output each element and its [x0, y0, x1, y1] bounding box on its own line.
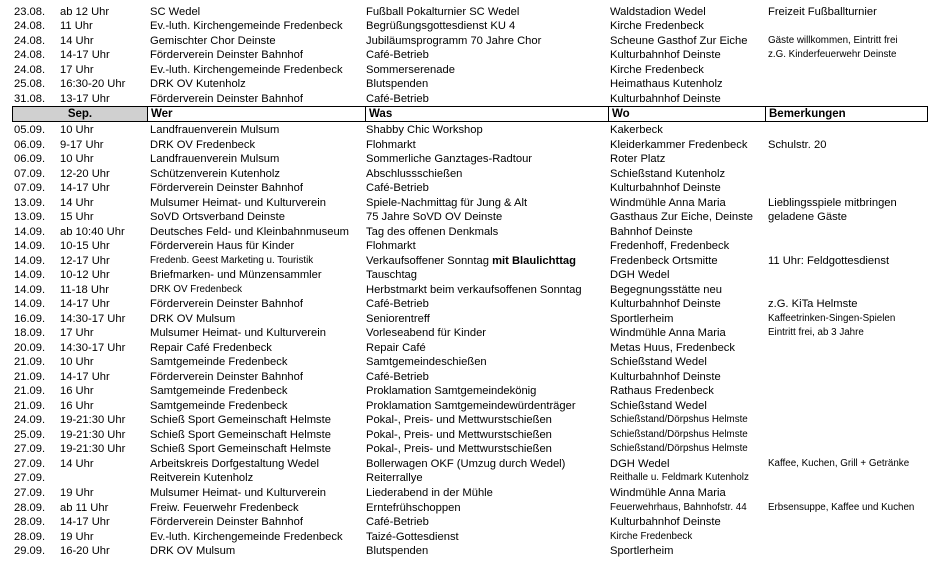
event-remarks: Gäste willkommen, Eintritt frei — [768, 34, 898, 46]
event-date: 27.09. — [14, 443, 46, 456]
event-title: Flohmarkt — [366, 138, 416, 151]
event-organizer: Schieß Sport Gemeinschaft Helmste — [150, 443, 331, 456]
table-row — [0, 210, 940, 225]
event-remarks: Lieblingsspiele mitbringen — [768, 196, 897, 209]
event-location: Begegnungsstätte neu — [610, 283, 722, 296]
event-time: 14-17 Uhr — [60, 49, 110, 62]
event-date: 14.09. — [14, 283, 46, 296]
table-row — [0, 225, 940, 240]
event-date: 27.09. — [14, 457, 46, 470]
event-date: 13.09. — [14, 196, 46, 209]
event-organizer: SC Wedel — [150, 6, 201, 18]
event-location: Sportlerheim — [610, 545, 674, 558]
event-date: 27.09. — [14, 487, 46, 499]
event-organizer: DRK OV Fredenbeck — [150, 138, 256, 151]
table-row — [0, 254, 940, 269]
event-organizer: Schützenverein Kutenholz — [150, 167, 280, 180]
event-time: 10 Uhr — [60, 356, 94, 369]
event-title: Tag des offenen Denkmals — [366, 225, 499, 238]
table-row — [0, 34, 940, 49]
event-remarks: Eintritt frei, ab 3 Jahre — [768, 327, 864, 339]
event-organizer: Repair Café Fredenbeck — [150, 341, 272, 354]
event-organizer: Mulsumer Heimat- und Kulturverein — [150, 196, 326, 209]
table-row — [0, 341, 940, 356]
event-time: 11 Uhr — [60, 20, 93, 33]
table-row — [0, 312, 940, 327]
event-time: 16:30-20 Uhr — [60, 78, 126, 91]
table-row — [0, 167, 940, 182]
event-title: Pokal-, Preis- und Mettwurstschießen — [366, 443, 552, 456]
event-location: Windmühle Anna Maria — [610, 327, 726, 340]
event-time: ab 11 Uhr — [60, 501, 109, 514]
table-row — [0, 544, 940, 559]
event-title: Shabby Chic Workshop — [366, 124, 483, 136]
event-time: 19-21:30 Uhr — [60, 443, 126, 456]
event-date: 24.08. — [14, 34, 46, 47]
event-time: ab 12 Uhr — [60, 6, 110, 18]
event-organizer: DRK OV Kutenholz — [150, 78, 246, 91]
header-month: Sep. — [13, 107, 148, 121]
event-organizer: Schieß Sport Gemeinschaft Helmste — [150, 428, 331, 441]
event-remarks: Erbsensuppe, Kaffee und Kuchen — [768, 501, 915, 513]
event-time: 14 Uhr — [60, 196, 94, 209]
event-time: 14-17 Uhr — [60, 370, 110, 383]
event-date: 07.09. — [14, 182, 46, 195]
event-location: Fredenbeck Ortsmitte — [610, 254, 718, 267]
event-title: Repair Café — [366, 341, 426, 354]
event-title: Café-Betrieb — [366, 298, 429, 311]
event-date: 07.09. — [14, 167, 46, 180]
event-date: 14.09. — [14, 254, 46, 267]
event-date: 06.09. — [14, 138, 46, 151]
event-organizer: Landfrauenverein Mulsum — [150, 124, 280, 136]
event-remarks: z.G. Kinderfeuerwehr Deinste — [768, 49, 897, 61]
table-row — [0, 48, 940, 63]
event-date: 21.09. — [14, 399, 46, 412]
event-organizer: Förderverein Deinster Bahnhof — [150, 49, 303, 62]
table-row — [0, 515, 940, 530]
event-location: Kulturbahnhof Deinste — [610, 516, 721, 529]
event-time: 14:30-17 Uhr — [60, 312, 126, 325]
event-organizer: DRK OV Mulsum — [150, 545, 236, 558]
event-title: Verkaufsoffener Sonntag mit Blaulichttag — [366, 254, 576, 267]
header-bemerkungen: Bemerkungen — [769, 108, 846, 120]
event-organizer: Förderverein Deinster Bahnhof — [150, 92, 303, 105]
event-location: Windmühle Anna Maria — [610, 487, 726, 499]
event-title: Herbstmarkt beim verkaufsoffenen Sonntag — [366, 283, 582, 296]
event-title: Pokal-, Preis- und Mettwurstschießen — [366, 428, 552, 441]
event-remarks: z.G. KiTa Helmste — [768, 298, 858, 311]
event-time: 16-20 Uhr — [60, 545, 110, 558]
table-row — [0, 486, 940, 501]
event-organizer: SoVD Ortsverband Deinste — [150, 211, 285, 224]
event-time: 17 Uhr — [60, 63, 94, 76]
event-organizer: Landfrauenverein Mulsum — [150, 153, 280, 166]
event-location: Heimathaus Kutenholz — [610, 78, 723, 91]
event-time: 17 Uhr — [60, 327, 94, 340]
event-organizer: Förderverein Deinster Bahnhof — [150, 370, 303, 383]
event-date: 28.09. — [14, 501, 46, 514]
event-location: Sportlerheim — [610, 312, 674, 325]
table-row — [0, 297, 940, 312]
event-date: 25.08. — [14, 78, 46, 91]
event-title: Fußball Pokalturnier SC Wedel — [366, 6, 520, 18]
event-remarks: Schulstr. 20 — [768, 138, 827, 151]
event-location: Schießstand Wedel — [610, 399, 707, 412]
table-row — [0, 283, 940, 298]
event-title: Bollerwagen OKF (Umzug durch Wedel) — [366, 457, 566, 470]
table-row — [0, 77, 940, 92]
event-location: DGH Wedel — [610, 457, 670, 470]
event-date: 21.09. — [14, 356, 46, 369]
event-date: 28.09. — [14, 516, 46, 529]
event-location: DGH Wedel — [610, 269, 670, 282]
table-row — [0, 530, 940, 545]
event-date: 20.09. — [14, 341, 46, 354]
event-time: 14 Uhr — [60, 457, 94, 470]
event-date: 16.09. — [14, 312, 46, 325]
event-time: 14-17 Uhr — [60, 298, 110, 311]
table-row — [0, 239, 940, 254]
event-time: 10 Uhr — [60, 124, 94, 136]
event-remarks: Kaffeetrinken-Singen-Spielen — [768, 312, 896, 324]
event-organizer: Förderverein Deinster Bahnhof — [150, 298, 303, 311]
event-organizer: DRK OV Fredenbeck — [150, 283, 243, 295]
event-time: 14-17 Uhr — [60, 182, 110, 195]
table-row — [0, 471, 940, 486]
table-row — [0, 152, 940, 167]
event-title: Blutspenden — [366, 78, 429, 91]
event-time: ab 10:40 Uhr — [60, 225, 125, 238]
table-row — [0, 501, 940, 516]
event-date: 27.09. — [14, 472, 46, 485]
event-location: Kirche Fredenbeck — [610, 63, 704, 76]
event-date: 21.09. — [14, 385, 46, 398]
event-title: Reiterrallye — [366, 472, 423, 485]
event-time: 10-15 Uhr — [60, 240, 110, 253]
event-organizer: Mulsumer Heimat- und Kulturverein — [150, 487, 326, 499]
event-organizer: Reitverein Kutenholz — [150, 472, 254, 485]
event-location: Schießstand Wedel — [610, 356, 707, 369]
event-date: 24.08. — [14, 63, 46, 76]
event-organizer: Ev.-luth. Kirchengemeinde Fredenbeck — [150, 63, 343, 76]
event-organizer: Fredenb. Geest Marketing u. Touristik — [150, 254, 314, 266]
event-title: Proklamation Samtgemeindekönig — [366, 385, 537, 398]
event-date: 13.09. — [14, 211, 46, 224]
header-wo: Wo — [609, 107, 766, 121]
event-date: 06.09. — [14, 153, 46, 166]
table-row — [0, 196, 940, 211]
event-location: Rathaus Fredenbeck — [610, 385, 714, 398]
event-time: 11-18 Uhr — [60, 283, 109, 296]
event-location: Scheune Gasthof Zur Eiche — [610, 34, 748, 47]
event-date: 05.09. — [14, 124, 46, 136]
event-location: Kulturbahnhof Deinste — [610, 370, 721, 383]
event-location: Bahnhof Deinste — [610, 225, 693, 238]
event-organizer: Ev.-luth. Kirchengemeinde Fredenbeck — [150, 530, 343, 543]
event-location: Gasthaus Zur Eiche, Deinste — [610, 211, 754, 224]
event-time: 9-17 Uhr — [60, 138, 104, 151]
event-title: Café-Betrieb — [366, 516, 429, 529]
event-organizer: Gemischter Chor Deinste — [150, 34, 276, 47]
event-date: 14.09. — [14, 240, 46, 253]
event-location: Kirche Fredenbeck — [610, 530, 693, 542]
event-location: Schießstand Kutenholz — [610, 167, 726, 180]
event-time: 16 Uhr — [60, 385, 94, 398]
table-row — [0, 457, 940, 472]
event-organizer: Schieß Sport Gemeinschaft Helmste — [150, 414, 331, 427]
event-title: Begrüßungsgottesdienst KU 4 — [366, 20, 516, 33]
event-date: 18.09. — [14, 327, 46, 340]
table-row — [0, 413, 940, 428]
table-row — [0, 63, 940, 78]
event-time: 19-21:30 Uhr — [60, 428, 126, 441]
table-row — [0, 384, 940, 399]
table-row — [0, 355, 940, 370]
event-date: 25.09. — [14, 428, 46, 441]
table-row — [0, 123, 940, 138]
event-location: Schießstand/Dörpshus Helmste — [610, 428, 748, 440]
event-title: Jubiläumsprogramm 70 Jahre Chor — [366, 34, 542, 47]
event-title: Proklamation Samtgemeindewürdenträger — [366, 399, 576, 412]
event-remarks: Freizeit Fußballturnier — [768, 6, 877, 18]
table-row — [0, 5, 940, 20]
event-remarks: Kaffee, Kuchen, Grill + Getränke — [768, 457, 910, 469]
header-wer: Wer — [148, 107, 366, 121]
event-organizer: Arbeitskreis Dorfgestaltung Wedel — [150, 457, 319, 470]
event-title: Café-Betrieb — [366, 92, 429, 105]
event-remarks: geladene Gäste — [768, 211, 847, 224]
event-location: Kulturbahnhof Deinste — [610, 298, 721, 311]
event-time: 12-20 Uhr — [60, 167, 110, 180]
event-remarks: 11 Uhr: Feldgottesdienst — [768, 254, 890, 267]
event-organizer: Förderverein Deinster Bahnhof — [150, 182, 303, 195]
event-organizer: Freiw. Feuerwehr Fredenbeck — [150, 501, 299, 514]
event-title: Erntefrühschoppen — [366, 501, 461, 514]
event-organizer: Förderverein Haus für Kinder — [150, 240, 295, 253]
event-title: Spiele-Nachmittag für Jung & Alt — [366, 196, 528, 209]
event-title: Flohmarkt — [366, 240, 416, 253]
event-location: Reithalle u. Feldmark Kutenholz — [610, 472, 749, 484]
event-organizer: Ev.-luth. Kirchengemeinde Fredenbeck — [150, 20, 343, 33]
event-date: 24.09. — [14, 414, 46, 427]
event-location: Kakerbeck — [610, 124, 663, 136]
event-location: Kulturbahnhof Deinste — [610, 92, 721, 105]
table-row — [0, 92, 940, 107]
event-title: Café-Betrieb — [366, 182, 429, 195]
event-organizer: Förderverein Deinster Bahnhof — [150, 516, 303, 529]
event-time: 19 Uhr — [60, 530, 94, 543]
event-time: 14:30-17 Uhr — [60, 341, 126, 354]
event-location: Kulturbahnhof Deinste — [610, 182, 721, 195]
event-location: Fredenhoff, Fredenbeck — [610, 240, 730, 253]
event-organizer: Briefmarken- und Münzensammler — [150, 269, 322, 282]
table-row — [0, 399, 940, 414]
event-time: 10 Uhr — [60, 153, 94, 166]
table-row — [0, 428, 940, 443]
event-title: Abschlussschießen — [366, 167, 463, 180]
event-location: Kleiderkammer Fredenbeck — [610, 138, 748, 151]
event-title: Sommerliche Ganztages-Radtour — [366, 153, 533, 166]
table-header-row — [12, 106, 928, 122]
event-organizer: Samtgemeinde Fredenbeck — [150, 385, 288, 398]
table-row — [0, 181, 940, 196]
event-date: 14.09. — [14, 225, 46, 238]
event-date: 29.09. — [14, 545, 46, 558]
event-title: Café-Betrieb — [366, 370, 429, 383]
event-location: Feuerwehrhaus, Bahnhofstr. 44 — [610, 501, 747, 513]
event-title: Café-Betrieb — [366, 49, 429, 62]
table-row — [0, 326, 940, 341]
event-location: Schießstand/Dörpshus Helmste — [610, 414, 748, 426]
event-date: 31.08. — [14, 92, 46, 105]
event-location: Windmühle Anna Maria — [610, 196, 726, 209]
event-time: 15 Uhr — [60, 211, 94, 224]
event-title: Seniorentreff — [366, 312, 430, 325]
table-row — [0, 268, 940, 283]
event-location: Metas Huus, Fredenbeck — [610, 341, 735, 354]
event-location: Waldstadion Wedel — [610, 6, 706, 18]
event-time: 14-17 Uhr — [60, 516, 110, 529]
event-time: 12-17 Uhr — [60, 254, 110, 267]
event-title: Taizé-Gottesdienst — [366, 530, 459, 543]
event-location: Schießstand/Dörpshus Helmste — [610, 443, 748, 455]
event-location: Kirche Fredenbeck — [610, 20, 704, 33]
event-location: Kulturbahnhof Deinste — [610, 49, 721, 62]
event-title: Samtgemeindeschießen — [366, 356, 487, 369]
event-title: 75 Jahre SoVD OV Deinste — [366, 211, 503, 224]
event-title: Pokal-, Preis- und Mettwurstschießen — [366, 414, 552, 427]
event-organizer: Samtgemeinde Fredenbeck — [150, 356, 288, 369]
table-row — [0, 138, 940, 153]
event-location: Roter Platz — [610, 153, 666, 166]
event-title: Sommerserenade — [366, 63, 455, 76]
event-date: 23.08. — [14, 6, 46, 18]
event-time: 14 Uhr — [60, 34, 94, 47]
event-time: 13-17 Uhr — [60, 92, 110, 105]
event-title: Tauschtag — [366, 269, 417, 282]
event-title: Blutspenden — [366, 545, 429, 558]
header-was: Was — [366, 107, 609, 121]
event-time: 19-21:30 Uhr — [60, 414, 126, 427]
event-date: 21.09. — [14, 370, 46, 383]
event-organizer: Samtgemeinde Fredenbeck — [150, 399, 288, 412]
event-organizer: DRK OV Mulsum — [150, 312, 236, 325]
event-time: 16 Uhr — [60, 399, 94, 412]
event-time: 19 Uhr — [60, 487, 94, 499]
table-row — [0, 442, 940, 457]
event-time: 10-12 Uhr — [60, 269, 110, 282]
event-organizer: Deutsches Feld- und Kleinbahnmuseum — [150, 225, 349, 238]
table-row — [0, 19, 940, 34]
event-date: 14.09. — [14, 269, 46, 282]
event-organizer: Mulsumer Heimat- und Kulturverein — [150, 327, 326, 340]
event-title: Liederabend in der Mühle — [366, 487, 493, 499]
event-title: Vorleseabend für Kinder — [366, 327, 487, 340]
event-date: 24.08. — [14, 20, 46, 33]
event-date: 28.09. — [14, 530, 46, 543]
event-date: 14.09. — [14, 298, 46, 311]
table-row — [0, 370, 940, 385]
event-date: 24.08. — [14, 49, 46, 62]
